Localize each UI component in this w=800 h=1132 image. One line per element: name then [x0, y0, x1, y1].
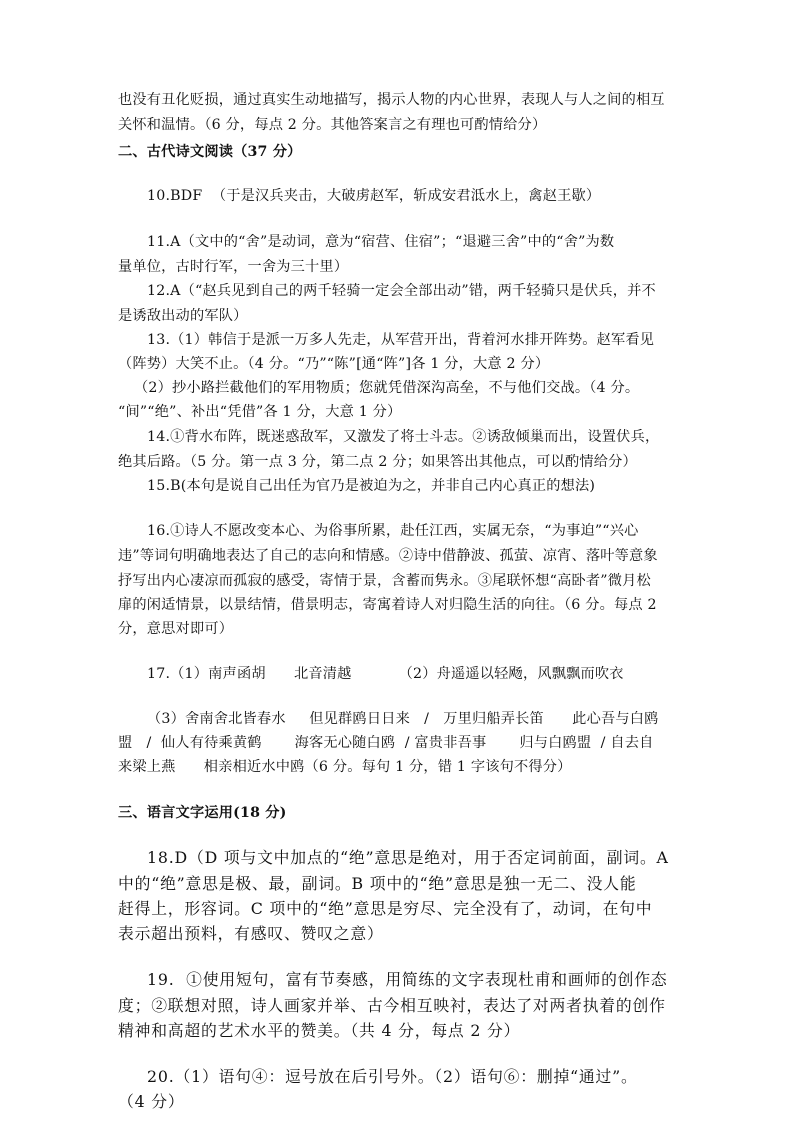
- text-line: 分，意思对即可）: [118, 621, 234, 637]
- text-line: 绝其后路。（5 分。第一点 3 分，第二点 2 分；如果答出其他点，可以酌情给分）: [118, 454, 637, 470]
- text-line: 11.A（文中的“舍”是动词，意为“宿营、住宿”；“退避三舍”中的“舍”为数: [147, 234, 615, 250]
- text-line: 表示超出预料，有感叹、赞叹之意）: [118, 924, 384, 943]
- text-line: （3）舍南舍北皆春水 但见群鸥日日来 / 万里归船弄长笛 此心吾与白鸥: [147, 711, 659, 727]
- text-line: 度；②联想对照，诗人画家并举、古今相互映衬，表达了对两者执着的创作: [118, 996, 666, 1015]
- text-line: 是诱敌出动的军队）: [118, 308, 248, 324]
- text-line: 也没有丑化贬损，通过真实生动地描写，揭示人物的内心世界，表现人与人之间的相互: [118, 92, 665, 108]
- text-line: （阵势）大笑不止。（4 分。“乃”“陈”[通“阵”]各 1 分，大意 2 分）: [118, 356, 550, 372]
- section-heading: 二、古代诗文阅读（37 分）: [118, 144, 302, 160]
- text-line: 20.（1）语句④：逗号放在后引号外。（2）语句⑥：删掉“通过”。: [147, 1067, 638, 1086]
- text-line: 13.（1）韩信于是派一万多人先走，从军营开出，背着河水排开阵势。赵军看见: [147, 332, 655, 348]
- text-line: 关怀和温情。（6 分，每点 2 分。其他答案言之有理也可酌情给分）: [118, 117, 547, 133]
- text-line: （2）抄小路拦截他们的军用物质；您就凭借深沟高垒，不与他们交战。（4 分。: [134, 380, 640, 396]
- text-line: 量单位，古时行军，一舍为三十里）: [118, 259, 349, 275]
- section-heading: 三、语言文字运用(18 分): [118, 805, 287, 821]
- text-line: 14.①背水布阵，既迷惑敌军，又激发了将士斗志。②诱敌倾巢而出，设置伏兵，: [147, 429, 660, 445]
- text-line: 18.D（D 项与文中加点的“绝”意思是绝对，用于否定词前面，副词。A: [147, 848, 669, 867]
- text-line: “间”“绝”、补出“凭借”各 1 分，大意 1 分）: [118, 404, 402, 420]
- text-line: 赶得上，形容词。C 项中的“绝”意思是穷尽、完全没有了，动词，在句中: [118, 899, 653, 918]
- text-line: 来梁上燕 相亲相近水中鸥（6 分。每句 1 分，错 1 字该句不得分）: [118, 759, 572, 775]
- text-line: 16.①诗人不愿改变本心、为俗事所累，赴任江西，实属无奈，“为事迫”“兴心: [147, 523, 639, 539]
- text-line: 违”等词句明确地表达了自己的志向和情感。②诗中借静波、孤萤、凉宵、落叶等意象: [118, 548, 658, 564]
- text-line: 抒写出内心凄凉而孤寂的感受，寄情于景，含蓄而隽永。③尾联怀想“高卧者”微月松: [118, 573, 651, 589]
- text-line: 19. ①使用短句，富有节奏感，用简练的文字表现杜甫和画师的创作态: [147, 970, 668, 989]
- text-line: 盟 / 仙人有待乘黄鹤 海客无心随白鸥 / 富贵非吾事 归与白鸥盟 / 自去自: [118, 735, 654, 751]
- text-line: 12.A（“赵兵见到自己的两千轻骑一定会全部出动”错，两千轻骑只是伏兵，并不: [147, 283, 656, 299]
- text-line: 精神和高超的艺术水平的赞美。（共 4 分，每点 2 分）: [118, 1021, 521, 1040]
- text-line: 10.BDF （于是汉兵夹击，大破虏赵军，斩成安君泜水上，禽赵王歇）: [147, 188, 601, 204]
- text-line: 17.（1）南声函胡 北音清越 （2）舟遥遥以轻飏，风飘飘而吹衣: [147, 666, 624, 682]
- text-line: 中的“绝”意思是极、最，副词。B 项中的“绝”意思是独一无二、没人能: [118, 874, 637, 893]
- text-line: （4 分）: [118, 1092, 185, 1111]
- text-line: 扉的闲适情景，以景结情，借景明志，寄寓着诗人对归隐生活的向往。（6 分。每点 2: [118, 597, 657, 613]
- text-line: 15.B(本句是说自己出任为官乃是被迫为之，并非自己内心真正的想法): [147, 478, 596, 494]
